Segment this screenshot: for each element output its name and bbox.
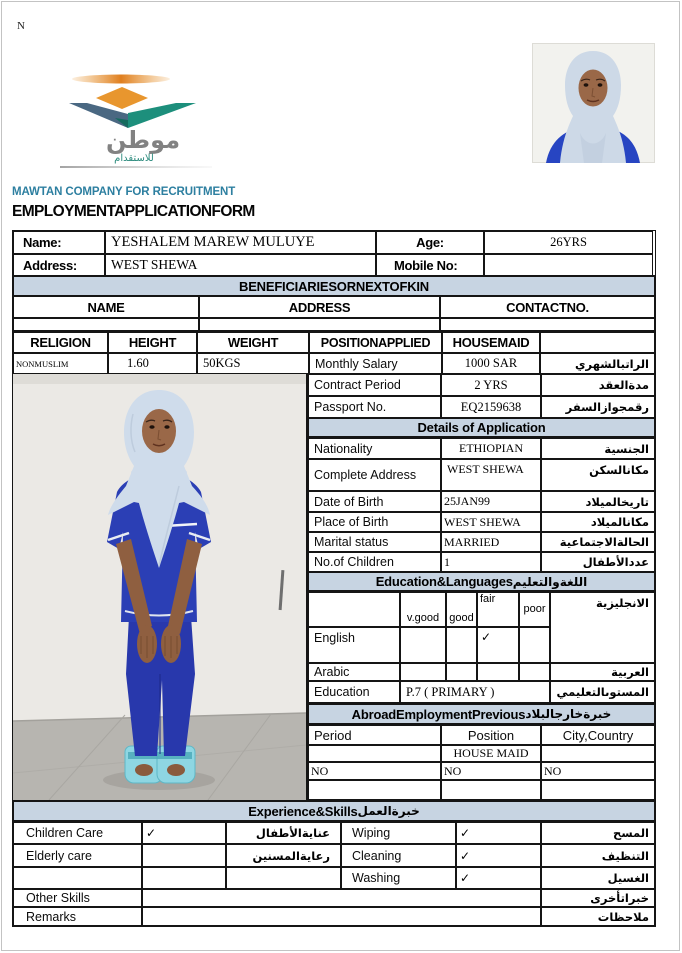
experience-header <box>12 800 656 822</box>
marital-status-value: MARRIED <box>441 532 541 552</box>
beneficiaries-contact-header: CONTACTNO. <box>440 296 655 318</box>
weight-value: 50KGS <box>197 353 309 374</box>
wiping-arabic: المسح <box>541 822 655 844</box>
weight-header: WEIGHT <box>197 332 309 353</box>
passport-no-value: EQ2159638 <box>441 396 541 418</box>
arabic-poor-cell <box>519 663 550 681</box>
other-skills-arabic: خبراتأخرى <box>541 889 655 907</box>
washing-arabic: الغسيل <box>541 867 655 889</box>
complete-address-arabic: مكانالسكن <box>541 459 655 491</box>
wiping-label: Wiping <box>341 822 456 844</box>
elderly-care-label: Elderly care <box>13 844 142 867</box>
monthly-salary-value: 1000 SAR <box>442 353 540 374</box>
education-level-value: P.7 ( PRIMARY ) <box>400 681 550 703</box>
english-label: English <box>308 627 400 663</box>
cleaning-arabic: التنظيف <box>541 844 655 867</box>
marital-status-arabic: الحالةالاجتماعية <box>541 532 655 552</box>
children-care-check: ✓ <box>142 822 226 844</box>
english-arabic-label: الانجليزية <box>550 592 655 663</box>
abroad-title: AbroadEmploymentPrevious <box>351 706 526 722</box>
passport-no-arabic: رقمجوازالسفر <box>541 396 655 418</box>
cleaning-label: Cleaning <box>341 844 456 867</box>
mobile-value <box>484 254 653 276</box>
remarks-label: Remarks <box>13 907 142 926</box>
page-marker: N <box>17 20 25 32</box>
position-applied-value: HOUSEMAID <box>442 332 540 353</box>
applicant-passport-photo <box>532 43 655 163</box>
children-count-label: No.of Children <box>308 552 441 572</box>
monthly-salary-arabic: الراتبالشهري <box>540 353 655 374</box>
logo-underline <box>60 166 212 168</box>
experience-title: Experience&Skills <box>248 803 358 819</box>
logo-right-wing-icon <box>128 103 196 128</box>
children-count-arabic: عددالأطفال <box>541 552 655 572</box>
remarks-arabic: ملاحظات <box>541 907 655 926</box>
nationality-arabic: الجنسية <box>541 438 655 459</box>
abroad-title-arabic: خبرةخارجالبلاد <box>525 707 612 721</box>
english-fair-check: ✓ <box>477 627 519 663</box>
abroad-no-position: NO <box>441 762 541 780</box>
name-value: YESHALEM MAREW MULUYE <box>105 231 376 254</box>
experience-blank-arabic <box>226 867 341 889</box>
other-skills-value <box>142 889 541 907</box>
height-header: HEIGHT <box>108 332 197 353</box>
details-header <box>307 417 656 438</box>
address-label: Address: <box>13 254 105 276</box>
contract-period-label: Contract Period <box>308 374 441 396</box>
logo-orange-bar <box>72 75 170 84</box>
company-logo <box>60 70 215 170</box>
experience-title-cell <box>13 801 655 821</box>
abroad-period-cell <box>308 745 441 762</box>
scale-good: good <box>446 592 477 627</box>
beneficiaries-address-header: ADDRESS <box>199 296 440 318</box>
place-of-birth-arabic: مكانالميلاد <box>541 512 655 532</box>
beneficiaries-table <box>12 275 656 332</box>
cleaning-check: ✓ <box>456 844 541 867</box>
abroad-city-header: City,Country <box>541 725 655 745</box>
contract-period-arabic: مدةالعقد <box>541 374 655 396</box>
education-level-label: Education <box>308 681 400 703</box>
arabic-fair-cell <box>477 663 519 681</box>
abroad-table <box>307 724 656 801</box>
elderly-care-arabic: رعايةالمسنين <box>226 844 341 867</box>
language-corner-cell <box>308 592 400 627</box>
complete-address-value: WEST SHEWA <box>441 459 541 491</box>
abroad-header <box>307 703 656 725</box>
arabic-vgood-cell <box>400 663 446 681</box>
beneficiary-contact-value <box>440 318 655 331</box>
abroad-period-header: Period <box>308 725 441 745</box>
logo-arabic-subtitle: للاستقدام <box>114 153 154 164</box>
position-extra-cell <box>540 332 655 353</box>
applicant-info-table <box>12 230 656 277</box>
arabic-language-label: Arabic <box>308 663 400 681</box>
arabic-arabic-label: العربية <box>550 663 655 681</box>
children-count-value: 1 <box>441 552 541 572</box>
height-value: 1.60 <box>108 353 197 374</box>
nationality-label: Nationality <box>308 438 441 459</box>
english-vgood-check <box>400 627 446 663</box>
company-logo-icon <box>60 70 215 170</box>
date-of-birth-label: Date of Birth <box>308 491 441 512</box>
experience-table <box>12 821 656 927</box>
date-of-birth-arabic: تاريخالميلاد <box>541 491 655 512</box>
contract-table <box>307 373 656 419</box>
logo-arabic-name: موطن <box>105 126 181 154</box>
complete-address-label: Complete Address <box>308 459 441 491</box>
arabic-good-cell <box>446 663 477 681</box>
beneficiaries-title: BENEFICIARIESORNEXTOFKIN <box>13 276 655 296</box>
english-poor-check <box>519 627 550 663</box>
beneficiaries-name-header: NAME <box>13 296 199 318</box>
beneficiary-address-value <box>199 318 440 331</box>
experience-title-arabic: خبرةالعمل <box>357 804 420 818</box>
religion-header: RELIGION <box>13 332 108 353</box>
contract-period-value: 2 YRS <box>441 374 541 396</box>
abroad-empty-position <box>441 780 541 800</box>
experience-blank-check <box>142 867 226 889</box>
age-value: 26YRS <box>484 231 653 254</box>
education-level-arabic: المستوىالتعليمي <box>550 681 655 703</box>
monthly-salary-label: Monthly Salary <box>309 353 442 374</box>
marital-status-label: Marital status <box>308 532 441 552</box>
scale-vgood: v.good <box>400 592 446 627</box>
physical-info-table <box>12 331 656 375</box>
education-title-cell <box>308 572 655 591</box>
scale-fair: fair <box>477 592 519 627</box>
age-label: Age: <box>376 231 484 254</box>
address-value: WEST SHEWA <box>105 254 376 276</box>
education-title: Education&Languages <box>375 574 513 589</box>
religion-value: NONMUSLIM <box>13 353 108 374</box>
details-title: Details of Application <box>308 418 655 437</box>
details-table <box>307 437 656 573</box>
education-header <box>307 571 656 592</box>
logo-diamond-icon <box>96 87 148 109</box>
washing-check: ✓ <box>456 867 541 889</box>
date-of-birth-value: 25JAN99 <box>441 491 541 512</box>
mobile-label: Mobile No: <box>376 254 484 276</box>
beneficiary-name-value <box>13 318 199 331</box>
abroad-empty-period <box>308 780 441 800</box>
nationality-value: ETHIOPIAN <box>441 438 541 459</box>
remarks-value <box>142 907 541 926</box>
abroad-city-cell <box>541 745 655 762</box>
abroad-position-value: HOUSE MAID <box>441 745 541 762</box>
washing-label: Washing <box>341 867 456 889</box>
name-label: Name: <box>13 231 105 254</box>
position-applied-header: POSITIONAPPLIED <box>309 332 442 353</box>
scale-poor: poor <box>519 592 550 627</box>
company-name: MAWTAN COMPANY FOR RECRUITMENT <box>12 186 236 198</box>
abroad-no-city: NO <box>541 762 655 780</box>
children-care-arabic: عنايةالأطفال <box>226 822 341 844</box>
experience-blank-label <box>13 867 142 889</box>
english-good-check <box>446 627 477 663</box>
abroad-empty-city <box>541 780 655 800</box>
language-table <box>307 591 656 704</box>
abroad-position-header: Position <box>441 725 541 745</box>
form-title: EMPLOYMENTAPPLICATIONFORM <box>12 203 255 220</box>
abroad-title-cell <box>308 704 655 724</box>
wiping-check: ✓ <box>456 822 541 844</box>
abroad-no-period: NO <box>308 762 441 780</box>
education-title-arabic: اللغةوالتعليم <box>512 574 588 589</box>
place-of-birth-value: WEST SHEWA <box>441 512 541 532</box>
place-of-birth-label: Place of Birth <box>308 512 441 532</box>
passport-no-label: Passport No. <box>308 396 441 418</box>
other-skills-label: Other Skills <box>13 889 142 907</box>
elderly-care-check <box>142 844 226 867</box>
applicant-full-photo <box>12 373 307 801</box>
children-care-label: Children Care <box>13 822 142 844</box>
